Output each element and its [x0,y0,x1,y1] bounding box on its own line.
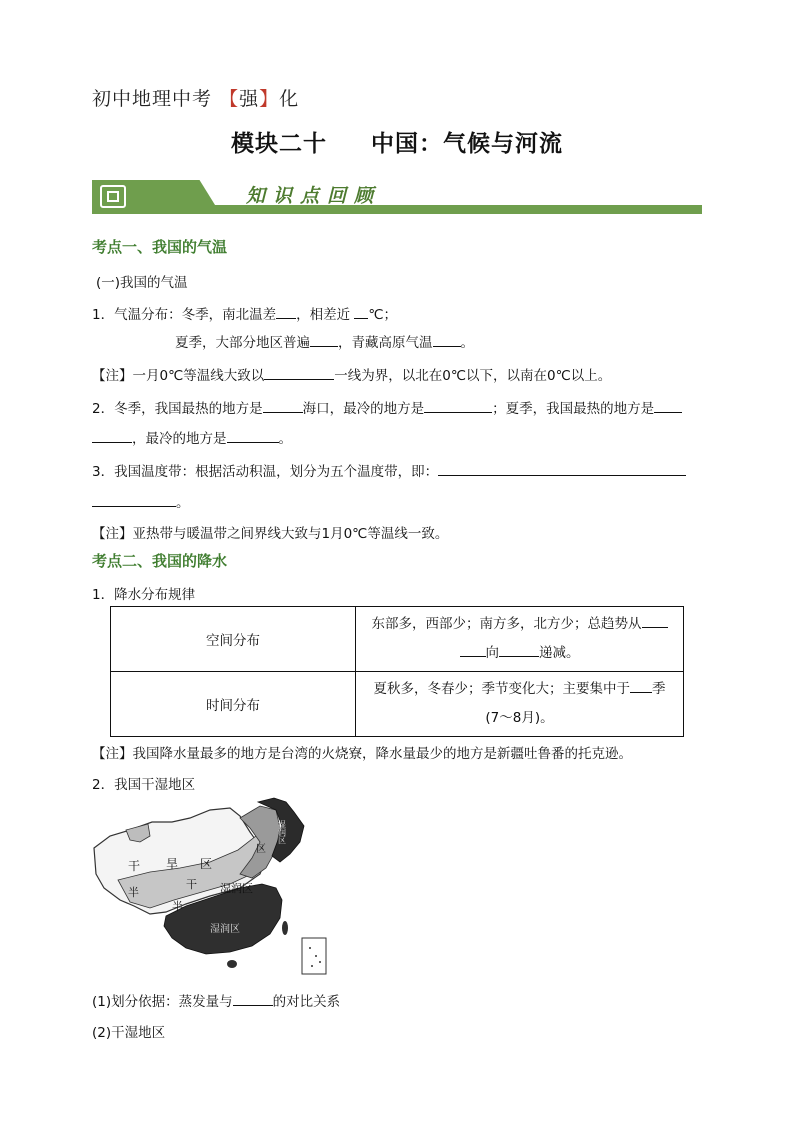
blank-winter-coldest[interactable] [424,398,492,413]
time-text-c: (7～8月)。 [485,710,554,726]
map-label-humid: 湿润区 [210,924,240,935]
section2-note: 【注】我国降水量最多的地方是台湾的火烧寮，降水量最少的地方是新疆吐鲁番的托克逊。 [92,746,632,762]
section1-item3 [92,460,686,480]
map-label-semihumid: 湿润区 [220,882,253,895]
item3-text-b: 。 [176,495,190,511]
section2-item1: 1．降水分布规律 [92,587,196,603]
map-label-ne1: 区 [256,844,266,855]
precipitation-table [110,606,684,737]
blank-summer-general[interactable] [310,332,338,347]
blank-direction-to[interactable] [499,642,539,657]
map-inset-island [315,955,317,957]
blank-temp-diff[interactable] [276,304,296,319]
item1-text-a: 1．气温分布：冬季，南北温差 [92,307,277,323]
header-bracket-open: 【 [219,88,240,110]
space-text-b: 向 [485,645,499,661]
section1-note2: 【注】亚热带与暖温带之间界线大致与1月0℃等温线一致。 [92,526,449,542]
note1-text-a: 【注】一月0℃等温线大致以 [92,368,265,384]
table-value-space [356,607,684,672]
table-row [111,607,684,672]
page-title [0,125,794,158]
blank-plateau-temp[interactable] [433,332,461,347]
header-left-text: 初中地理中考 [92,88,213,110]
section2-item2: 2．我国干湿地区 [92,777,196,793]
document-header [92,84,299,111]
blank-isotherm-line[interactable] [264,365,334,380]
item1-text-e: ，青藏高原气温 [338,335,433,351]
time-text-a: 夏秋多，冬春少；季节变化大；主要集中于 [373,681,630,697]
table-value-time [356,672,684,737]
blank-temp-zones-a[interactable] [438,461,686,476]
section1-note1 [92,364,611,384]
table-label-space: 空间分布 [111,607,356,672]
space-text-c: 递减。 [539,645,580,661]
header-bracket-word: 强 [239,88,260,110]
title-module: 模块二十 [230,131,327,157]
header-right-text: 化 [279,88,300,110]
blank-temp-zones-b[interactable] [92,492,176,507]
section1-sub: (一)我国的气温 [96,275,188,291]
banner-label: 知识点回顾 [246,185,382,207]
blank-precipitation[interactable] [233,991,273,1006]
table-row [111,672,684,737]
map-label-semiarid3: 半 [172,900,183,913]
section1-item2-cont [92,427,292,447]
section1-item1-summer [175,331,474,351]
table-label-time: 时间分布 [111,672,356,737]
section2-sub2: (2)干湿地区 [92,1025,166,1041]
section1-item1 [92,303,397,323]
item3-text-a: 3．我国温度带：根据活动积温，划分为五个温度带，即： [92,464,439,480]
item2-text-c: ；夏季，我国最热的地方是 [492,401,655,417]
item2-text-b: 海口，最冷的地方是 [302,401,425,417]
map-hainan [227,960,237,968]
blank-winter-hottest[interactable] [263,398,303,413]
map-inset-island [311,965,313,967]
title-topic: 中国：气候与河流 [371,131,564,157]
blank-direction-from-a[interactable] [642,613,668,628]
section-banner [92,180,702,214]
blank-summer-hottest-b[interactable] [92,428,132,443]
blank-direction-from-b[interactable] [460,642,486,657]
section2-heading: 考点二、我国的降水 [92,552,228,570]
sub1-text-b: 的对比关系 [272,994,341,1010]
item1-text-f: 。 [460,335,474,351]
item2-text-d: ，最冷的地方是 [132,431,227,447]
map-label-semiarid1: 半 [128,886,139,899]
map-label-semiarid2: 干 [186,878,197,891]
map-label-ne2: 湿润区 [277,820,287,844]
item2-text-e: 。 [278,431,292,447]
map-label-arid3: 区 [200,857,213,871]
map-inset-box [302,938,326,974]
item2-text-a: 2．冬季，我国最热的地方是 [92,401,263,417]
map-label-arid2: 旱 [166,857,179,871]
blank-season[interactable] [630,678,652,693]
book-icon [100,185,126,208]
item1-text-b: ，相差近 [296,307,351,323]
section1-item2 [92,397,682,417]
section1-item3-cont [92,491,190,511]
header-bracket-close: 】 [259,88,280,110]
blank-summer-hottest-a[interactable] [654,398,682,413]
map-inset-island [309,947,311,949]
note1-text-b: 一线为界，以北在0℃以下，以南在0℃以上。 [334,368,612,384]
blank-temp-degrees[interactable] [354,304,368,319]
sub1-text-a: (1)划分依据：蒸发量与 [92,994,233,1010]
item1-text-d: 夏季，大部分地区普遍 [175,335,310,351]
section2-sub1 [92,990,340,1010]
map-taiwan [282,921,288,935]
time-text-b: 季 [652,681,666,697]
section1-heading: 考点一、我国的气温 [92,238,228,256]
blank-summer-coldest[interactable] [227,428,279,443]
map-inset-island [319,961,321,963]
item1-text-c: ℃； [368,307,398,323]
space-text-a: 东部多，西部少；南方多，北方少；总趋势从 [371,616,642,632]
dry-wet-regions-map [90,796,332,978]
map-label-arid1: 干 [128,859,141,873]
